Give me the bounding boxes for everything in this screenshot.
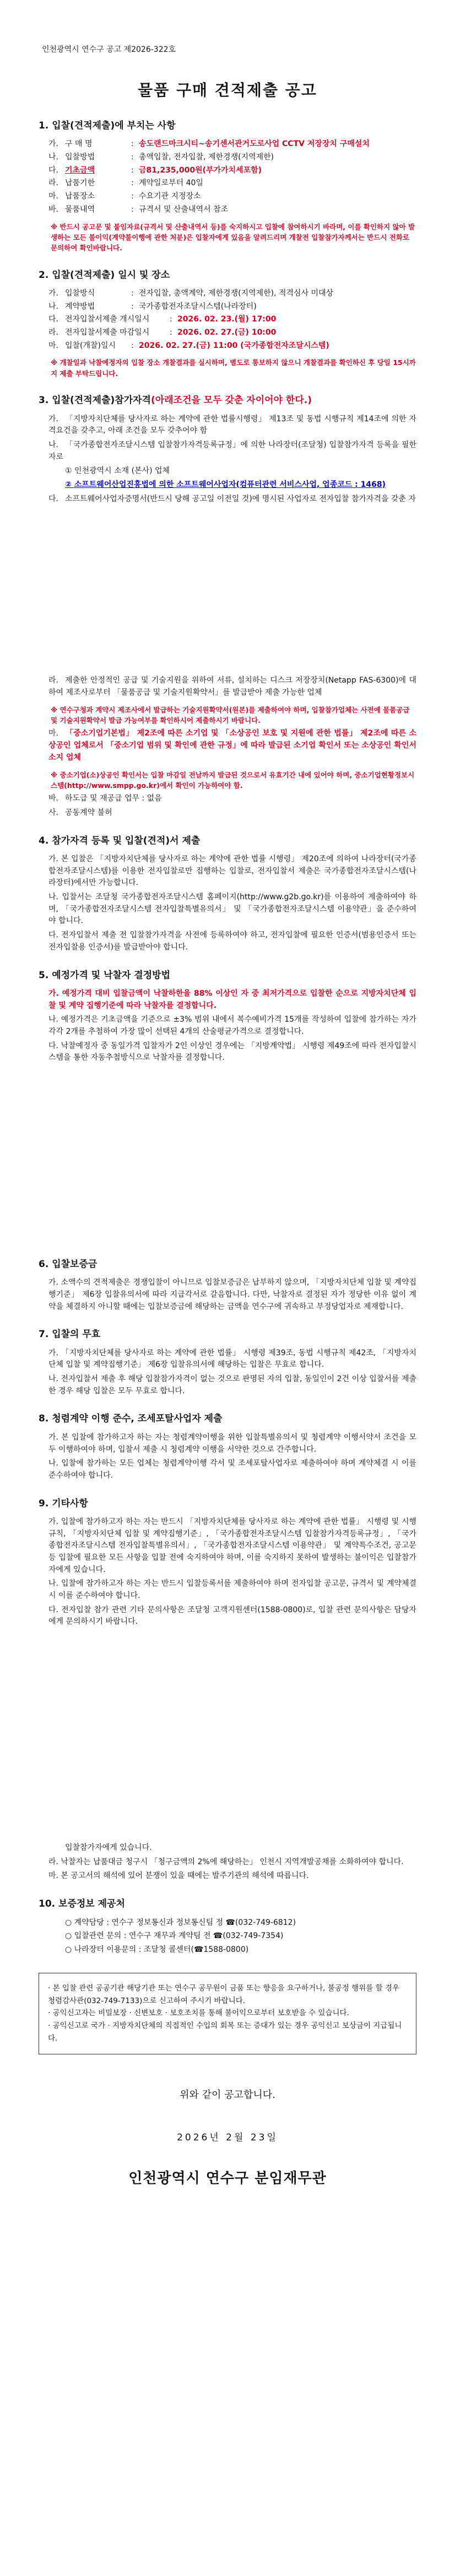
s3-para-ba: 바. 하도급 및 재공급 업무 : 없음 <box>48 794 162 803</box>
s3-para-na: 나. 「국가종합전자조달시스템 입찰참가자격등록규정」에 의한 나라장터(조달청) 입찰참가자격 등록을 필한 자로 <box>48 440 416 461</box>
s3-para-ma: 마. 「중소기업기본법」 제2조에 따른 소기업 및 「소상공인 보호 및 지원에 관한 법률」 제2조에 따른 소상공인 업체로서 「중소기업 범위 및 확인에 관한 규정」에 따라 발급된 소기업 확인서 또는 소상공인 확인서 소지 업체 <box>48 729 416 762</box>
s5-para-2: 나. 예정가격은 기초금액을 기준으로 ±3% 범위 내에서 복수예비가격 15개를 작성하여 입찰에 참가하는 자가 각각 2개를 추첨하여 가장 많이 선택된 4개의 산술평균가격으로 결정합니다. <box>48 1015 416 1036</box>
s3-para-da: 다. 소프트웨어사업자증명서(반드시 당해 공고일 이전일 것)에 명시된 사업자로 전자입찰 참가자격을 갖춘 자 <box>48 494 416 503</box>
section-5-title: 5. 예정가격 및 낙찰자 결정방법 <box>39 969 171 981</box>
s2-note: ※ 개찰일과 낙찰예정자의 입찰 장소 개찰결과를 실시하며, 별도로 통보하지 않으니 개찰결과를 확인하신 후 당일 15시까지 제출 부탁드립니다. <box>51 358 416 378</box>
s9-para-1: 가. 입찰에 참가하고자 하는 자는 반드시 「지방자치단체를 당사자로 하는 계약에 관한 법률」 시행령 및 시행규칙, 「지방자치단체 입찰 및 계약집행기준」, 「국가종합전자조달시스템 입찰참가자격등록규정」, 「국가종합전자조달시스템 전자입찰특별유의서」, 「국가종합전자조달시스템 이용약관」 및 계약특수조건, 공고문 등 입찰에 필요한 모든 사항을 입찰 전에 숙지하여야 하며, 이를 숙지하지 못하여 발생하는 불이익은 입찰참가자에게 있습니다. <box>48 1517 416 1574</box>
s9-para-cont: 입찰참가자에게 있습니다. <box>65 1843 152 1853</box>
s4-para-3: 다. 전자입찰서 제출 전 입찰참가자격을 사전에 등록하여야 하고, 전자입찰에 필요한 인증서(범용인증서 또는 전자입찰용 인증서)를 발급받아야 합니다. <box>48 931 416 952</box>
section-8 <box>39 1412 416 1482</box>
section-7-title: 7. 입찰의 무효 <box>39 1329 101 1340</box>
section-6-title: 6. 입찰보증금 <box>39 1258 98 1270</box>
contact-line: ○ 계약담당 : 연수구 정보통신과 정보통신팀 정 ☎(032-749-6812) <box>65 1918 296 1927</box>
section-4 <box>39 834 416 954</box>
s3-para-na-1: ① 인천광역시 소재 (본사) 업체 <box>65 466 170 476</box>
s5-para-3: 다. 낙찰예정자 중 동일가격 입찰자가 2인 이상인 경우에는 「지방계약법」 시행령 제49조에 따라 전자입찰시스템을 통한 자동추첨방식으로 낙찰자를 결정합니다. <box>48 1041 416 1062</box>
s7-para-2: 나. 전자입찰서 제출 후 해당 입찰참가자격이 없는 것으로 판명된 자의 입찰, 동일인이 2건 이상 입찰서를 제출한 경우 해당 입찰은 모두 무효로 합니다. <box>48 1375 416 1396</box>
s2-item-2: 나. 계약방법 : 국가종합전자조달시스템(나라장터) <box>48 302 257 311</box>
closing-statement: 위와 같이 공고합니다. <box>180 2089 275 2101</box>
page-title: 물품 구매 견적제출 공고 <box>138 80 317 99</box>
contact-line: ○ 입찰관련 문의 : 연수구 재무과 계약팀 전 ☎(032-749-7354) <box>65 1931 284 1941</box>
section-2-title: 2. 입찰(견적제출) 일시 및 장소 <box>39 269 170 281</box>
s3-para-ga: 가. 「지방자치단체를 당사자로 하는 계약에 관한 법률시행령」 제13조 및 동법 시행규칙 제14조에 의한 자격요건을 갖추고, 아래 조건을 모두 갖추어야 함 <box>48 414 416 436</box>
s3-para-ra: 라. 제출한 안정적인 공급 및 기술지원을 위하여 서류, 설치하는 디스크 저장장치(Netapp FAS-6300)에 대하여 제조사로부터 「물품공급 및 기술지원확약서」를 발급받아 제출 가능한 업체 <box>48 676 416 697</box>
s9-para-5: 마. 본 공고서의 해석에 있어 분쟁이 있을 때에는 발주기관의 해석에 따릅니다. <box>48 1871 309 1881</box>
section-10 <box>39 1897 416 1956</box>
integrity-notice-line: · 공익신고로 국가 · 지방자치단체의 직접적인 수입의 회복 또는 증대가 있는 경우 공익신고 보상금이 지급됩니다. <box>48 2021 402 2043</box>
s7-para-1: 가. 「지방자치단체를 당사자로 하는 계약에 관한 법률」 시행령 제39조, 동법 시행규칙 제42조, 「지방자치단체 입찰 및 계약집행기준」 제6장 입찰유의서에 해당하는 입찰은 무효로 합니다. <box>48 1348 416 1370</box>
s1-item-2: 나. 입찰방법 : 총액입찰, 전자입찰, 제한경쟁(지역제한) <box>48 153 274 162</box>
s1-note: ※ 반드시 공고문 및 붙임자료(규격서 및 산출내역서 등)를 숙지하시고 입찰에 참여하시기 바라며, 이를 확인하지 않아 발생하는 모든 불이익(계약불이행에 관한 처분)은 입찰자에게 있음을 알려드리며 개찰전 입찰참가자께서는 반드시 전화로 문의하여 확인바랍니다. <box>51 222 415 253</box>
s4-para-1: 가. 본 입찰은 「지방자치단체를 당사자로 하는 계약에 관한 법률 시행령」 제20조에 의하여 나라장터(국가종합전자조달시스템)를 이용한 전자입찰로만 집행하는 입찰로, 전자입찰서 제출은 국가종합전자조달시스템(나라장터)에서만 가능합니다. <box>48 855 416 888</box>
section-5 <box>39 968 416 1064</box>
s2-item-1: 가. 입찰방식 : 전자입찰, 총액계약, 제한경쟁(지역제한), 적격심사 미대상 <box>48 289 334 298</box>
s1-item-1: 가. 구 매 명 : 송도랜드마크시티~송기센서관거도로사업 CCTV 저장장치 구매설치 <box>48 139 370 149</box>
section-9-title: 9. 기타사항 <box>39 1498 88 1509</box>
notice-date: 2026년 2월 23일 <box>177 2132 278 2144</box>
section-10-title: 10. 보증정보 제공처 <box>39 1898 125 1910</box>
s9-para-2: 나. 입찰에 참가하고자 하는 자는 반드시 입찰등록서를 제출하여야 하며 전자입찰 공고문, 규격서 및 계약체결 시 이를 준수하여야 합니다. <box>48 1579 416 1601</box>
section-6 <box>39 1257 416 1313</box>
s8-para-2: 나. 입찰에 참가하는 모든 업체는 청렴계약이행 각서 및 조세포탈사업자로 제출하여야 하며 계약체결 시 이를 준수하여야 합니다. <box>48 1459 416 1480</box>
s1-item-3: 다. 기초금액 : 금81,235,000원(부가가치세포함) <box>48 165 262 175</box>
integrity-notice-box <box>39 1973 416 2055</box>
section-4-title: 4. 참가자격 등록 및 입찰(견적)서 제출 <box>39 835 201 846</box>
issuer-signature: 인천광역시 연수구 분임재무관 <box>128 2170 327 2187</box>
page-break-gap-2 <box>39 1066 416 1243</box>
section-3 <box>39 393 416 819</box>
s9-para-3: 다. 전자입찰 참가 관련 기타 문의사항은 조달청 고객지원센터(1588-0800)로, 입찰 관련 문의사항은 담당자에게 문의하시기 바랍니다. <box>48 1605 416 1627</box>
notice-number: 인천광역시 연수구 공고 제2026-322호 <box>42 45 176 54</box>
s1-item-6: 바. 물품내역 : 규격서 및 산출내역서 참조 <box>48 205 229 214</box>
section-1-title: 1. 입찰(견적제출)에 부치는 사항 <box>39 120 176 132</box>
section-1 <box>39 119 416 254</box>
page-break-gap-3 <box>39 1630 416 1840</box>
s3-note-1: ※ 연수구청과 계약시 제조사에서 발급하는 기술지원확약서(원본)를 제출하여야 하며, 입찰참가업체는 사전에 물품공급 및 기술지원확약서 발급 가능여부를 확인하시어 제출하시기 바랍니다. <box>51 705 410 725</box>
s9-para-4: 라. 낙찰자는 납품대금 청구시 「청구금액의 2%에 해당하는」 인천시 지역개발공채를 소화하여야 합니다. <box>48 1857 404 1866</box>
s1-item-4: 라. 납품기한 : 계약일로부터 40일 <box>48 179 203 188</box>
section-8-title: 8. 청렴계약 이행 준수, 조세포탈사업자 제출 <box>39 1413 223 1425</box>
s6-para-1: 가. 소액수의 견적제출은 경쟁입찰이 아니므로 입찰보증금은 납부하지 않으며, 「지방자치단체 입찰 및 계약집행기준」 제6장 입찰유의서에 따라 지급각서로 갈음합니다. 다만, 낙찰자로 결정된 자가 정당한 이유 없이 계약을 체결하지 아니할 때에는 입찰보증금에 해당하는 금액을 연수구에 귀속하고 부정당업자로 제재합니다. <box>48 1278 416 1311</box>
s2-item-5: 마. 입찰(개찰)일시 : 2026. 02. 27.(금) 11:00 (국가종합전자조달시스템) <box>48 341 329 350</box>
section-2 <box>39 268 416 379</box>
s3-para-sa: 사. 공동계약 불허 <box>48 808 112 817</box>
section-7 <box>39 1327 416 1397</box>
contact-line: ○ 나라장터 이용문의 : 조달청 콜센터(☎1588-0800) <box>65 1945 249 1954</box>
section-9 <box>39 1496 416 1883</box>
section-3-title: 3. 입찰(견적제출)참가자격(아래조건을 모두 갖춘 자이어야 한다.) <box>39 395 312 406</box>
s3-para-na-2: ② 소프트웨어산업진흥법에 의한 소프트웨어사업자(컴퓨터관련 서비스사업, 업종코드 : 1468) <box>65 480 386 489</box>
s3-note-2: ※ 중소기업(소)상공인 확인서는 입찰 마감일 전날까지 발급된 것으로서 유효기간 내에 있어야 하며, 중소기업현황정보시스템(http://www.smpp.go.kr)에서 확인이 가능하여야 함. <box>51 770 415 790</box>
page-break-gap <box>39 507 416 673</box>
s2-item-4: 라. 전자입찰서제출 마감일시 : 2026. 02. 27.(금) 10:00 <box>48 328 277 337</box>
s1-item-5: 마. 납품장소 : 수요기관 지정장소 <box>48 192 201 201</box>
integrity-notice-line: · 공익신고자는 비밀보장 · 신변보호 · 보호조치를 통해 불이익으로부터 보호받을 수 있습니다. <box>48 2009 349 2018</box>
s4-para-2: 나. 입찰서는 조달청 국가종합전자조달시스템 홈페이지(http://www.g2b.go.kr)를 이용하여 제출하여야 하며, 「국가종합전자조달시스템 전자입찰특별유의서」 및 「국가종합전자조달시스템 이용약관」을 준수하여야 합니다. <box>48 893 416 926</box>
integrity-notice-line: · 본 입찰 관련 공공기관 해당기관 또는 연수구 공무원이 금품 또는 향응을 요구하거나, 불공정 행위를 할 경우 청렴감사관(032-749-7133)으로 신고하여 주시기 바랍니다. <box>48 1983 400 2005</box>
s5-para-1: 가. 예정가격 대비 입찰금액이 낙찰하한율 88% 이상인 자 중 최저가격으로 입찰한 순으로 지방자치단체 입찰 및 계약 집행기준에 따라 낙찰자를 결정합니다. <box>48 989 416 1010</box>
s8-para-1: 가. 본 입찰에 참가하고자 하는 자는 청렴계약이행을 위한 입찰특별유의서 및 청렴계약 이행서약서 조건을 모두 이행하여야 하며, 입찰서 제출 시 청렴계약 이행을 서약한 것으로 간주합니다. <box>48 1432 416 1454</box>
s2-item-3: 다. 전자입찰서제출 개시일시 : 2026. 02. 23.(월) 17:00 <box>48 315 277 324</box>
